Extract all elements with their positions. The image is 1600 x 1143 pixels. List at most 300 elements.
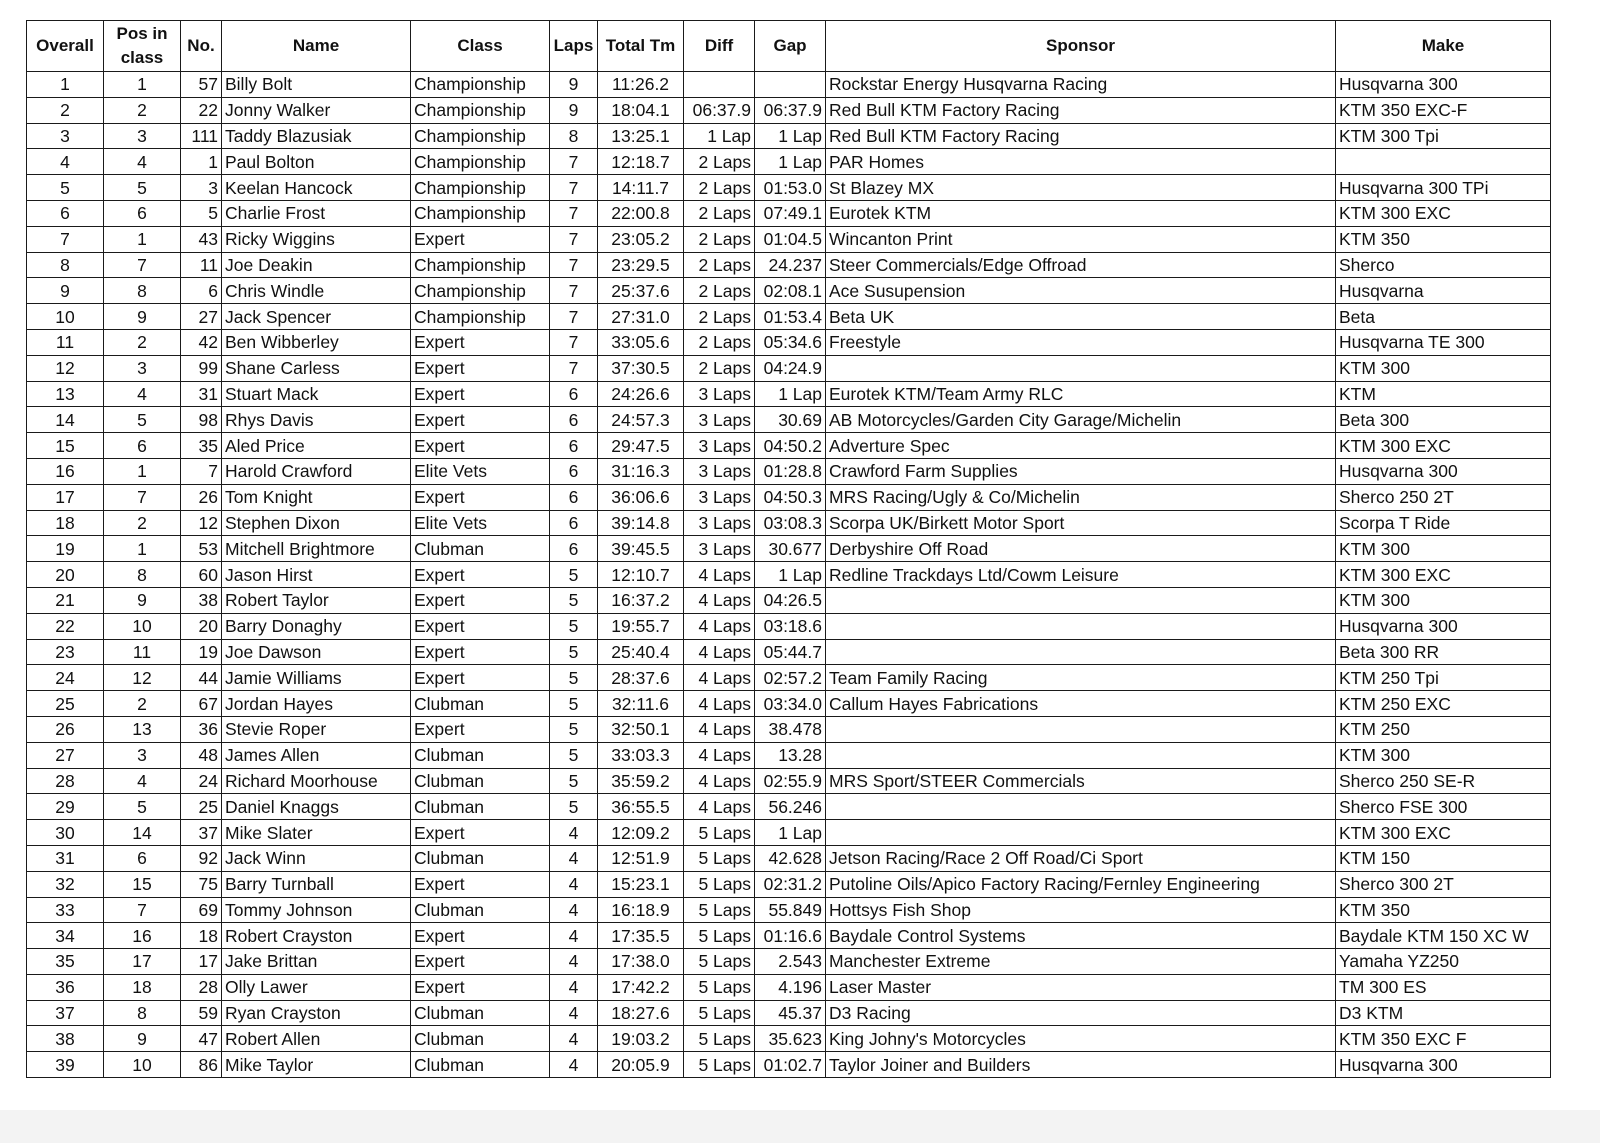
cell-rider-number: 57 <box>181 72 222 98</box>
cell-diff: 5 Laps <box>684 1000 755 1026</box>
cell-diff: 4 Laps <box>684 768 755 794</box>
cell-sponsor: Ace Susupension <box>826 278 1336 304</box>
cell-make: KTM 350 <box>1336 897 1551 923</box>
cell-make: KTM 300 <box>1336 742 1551 768</box>
table-row <box>27 768 1551 794</box>
col-header-name: Name <box>222 21 411 72</box>
table-row <box>27 1026 1551 1052</box>
cell-total-time: 37:30.5 <box>598 355 684 381</box>
cell-gap: 02:57.2 <box>755 665 826 691</box>
cell-gap: 03:34.0 <box>755 691 826 717</box>
table-row <box>27 691 1551 717</box>
table-row <box>27 278 1551 304</box>
cell-diff: 2 Laps <box>684 226 755 252</box>
cell-make: Beta 300 RR <box>1336 639 1551 665</box>
cell-gap: 38.478 <box>755 716 826 742</box>
table-header <box>27 21 1551 72</box>
cell-pos-in-class: 16 <box>104 923 181 949</box>
cell-diff: 4 Laps <box>684 562 755 588</box>
cell-class: Clubman <box>411 845 550 871</box>
cell-laps: 6 <box>550 381 598 407</box>
table-row <box>27 149 1551 175</box>
table-row <box>27 355 1551 381</box>
cell-total-time: 18:04.1 <box>598 97 684 123</box>
cell-rider-name: Paul Bolton <box>222 149 411 175</box>
cell-rider-name: Jack Spencer <box>222 304 411 330</box>
cell-make: KTM 300 EXC <box>1336 200 1551 226</box>
cell-gap: 55.849 <box>755 897 826 923</box>
cell-pos-in-class: 13 <box>104 716 181 742</box>
cell-pos-in-class: 15 <box>104 871 181 897</box>
cell-overall: 30 <box>27 820 104 846</box>
cell-diff: 2 Laps <box>684 149 755 175</box>
cell-rider-number: 47 <box>181 1026 222 1052</box>
cell-sponsor: MRS Sport/STEER Commercials <box>826 768 1336 794</box>
cell-rider-name: Ricky Wiggins <box>222 226 411 252</box>
cell-sponsor: Eurotek KTM <box>826 200 1336 226</box>
cell-pos-in-class: 5 <box>104 794 181 820</box>
cell-gap: 4.196 <box>755 974 826 1000</box>
cell-laps: 5 <box>550 794 598 820</box>
cell-rider-number: 26 <box>181 484 222 510</box>
cell-make: Sherco 250 SE-R <box>1336 768 1551 794</box>
cell-total-time: 23:05.2 <box>598 226 684 252</box>
cell-make: Yamaha YZ250 <box>1336 949 1551 975</box>
cell-sponsor <box>826 820 1336 846</box>
cell-rider-number: 11 <box>181 252 222 278</box>
cell-class: Clubman <box>411 1052 550 1078</box>
cell-overall: 1 <box>27 72 104 98</box>
cell-rider-number: 92 <box>181 845 222 871</box>
cell-gap: 01:28.8 <box>755 458 826 484</box>
cell-sponsor <box>826 355 1336 381</box>
cell-pos-in-class: 17 <box>104 949 181 975</box>
cell-class: Expert <box>411 484 550 510</box>
header-row <box>27 21 1551 72</box>
cell-rider-number: 98 <box>181 407 222 433</box>
cell-class: Expert <box>411 329 550 355</box>
cell-diff: 3 Laps <box>684 381 755 407</box>
cell-make: KTM 300 EXC <box>1336 562 1551 588</box>
cell-gap: 56.246 <box>755 794 826 820</box>
cell-overall: 29 <box>27 794 104 820</box>
cell-total-time: 11:26.2 <box>598 72 684 98</box>
cell-sponsor <box>826 613 1336 639</box>
cell-sponsor: Taylor Joiner and Builders <box>826 1052 1336 1078</box>
cell-rider-name: Jason Hirst <box>222 562 411 588</box>
cell-sponsor: Baydale Control Systems <box>826 923 1336 949</box>
cell-pos-in-class: 4 <box>104 768 181 794</box>
table-row <box>27 1000 1551 1026</box>
cell-rider-name: Richard Moorhouse <box>222 768 411 794</box>
cell-pos-in-class: 7 <box>104 897 181 923</box>
table-row <box>27 665 1551 691</box>
cell-overall: 26 <box>27 716 104 742</box>
cell-laps: 7 <box>550 149 598 175</box>
cell-pos-in-class: 2 <box>104 510 181 536</box>
cell-rider-number: 25 <box>181 794 222 820</box>
cell-laps: 6 <box>550 536 598 562</box>
cell-make: Sherco <box>1336 252 1551 278</box>
cell-gap: 01:02.7 <box>755 1052 826 1078</box>
cell-diff: 5 Laps <box>684 949 755 975</box>
cell-rider-name: Jonny Walker <box>222 97 411 123</box>
cell-make: Sherco 300 2T <box>1336 871 1551 897</box>
cell-overall: 24 <box>27 665 104 691</box>
col-header-class: Class <box>411 21 550 72</box>
cell-class: Championship <box>411 200 550 226</box>
cell-class: Championship <box>411 72 550 98</box>
cell-diff: 3 Laps <box>684 484 755 510</box>
cell-laps: 4 <box>550 897 598 923</box>
cell-pos-in-class: 2 <box>104 329 181 355</box>
table-row <box>27 536 1551 562</box>
col-header-total-tm: Total Tm <box>598 21 684 72</box>
cell-sponsor: Freestyle <box>826 329 1336 355</box>
cell-total-time: 36:55.5 <box>598 794 684 820</box>
cell-sponsor <box>826 587 1336 613</box>
cell-laps: 5 <box>550 639 598 665</box>
cell-class: Expert <box>411 923 550 949</box>
cell-rider-name: Billy Bolt <box>222 72 411 98</box>
col-header-diff: Diff <box>684 21 755 72</box>
cell-overall: 38 <box>27 1026 104 1052</box>
table-row <box>27 252 1551 278</box>
cell-rider-number: 7 <box>181 458 222 484</box>
cell-pos-in-class: 5 <box>104 407 181 433</box>
cell-sponsor: Red Bull KTM Factory Racing <box>826 123 1336 149</box>
cell-class: Championship <box>411 97 550 123</box>
table-row <box>27 304 1551 330</box>
cell-diff: 2 Laps <box>684 175 755 201</box>
cell-laps: 5 <box>550 562 598 588</box>
cell-overall: 2 <box>27 97 104 123</box>
cell-diff: 3 Laps <box>684 407 755 433</box>
cell-rider-name: Robert Taylor <box>222 587 411 613</box>
table-row <box>27 407 1551 433</box>
cell-total-time: 24:57.3 <box>598 407 684 433</box>
table-row <box>27 97 1551 123</box>
cell-diff: 4 Laps <box>684 587 755 613</box>
cell-make: KTM 350 EXC F <box>1336 1026 1551 1052</box>
cell-overall: 4 <box>27 149 104 175</box>
cell-diff: 3 Laps <box>684 433 755 459</box>
cell-overall: 32 <box>27 871 104 897</box>
col-header-overall: Overall <box>27 21 104 72</box>
results-table <box>26 20 1551 1078</box>
cell-pos-in-class: 5 <box>104 175 181 201</box>
cell-total-time: 17:35.5 <box>598 923 684 949</box>
cell-gap: 01:16.6 <box>755 923 826 949</box>
cell-pos-in-class: 10 <box>104 613 181 639</box>
cell-pos-in-class: 3 <box>104 123 181 149</box>
cell-laps: 6 <box>550 458 598 484</box>
cell-class: Championship <box>411 149 550 175</box>
cell-rider-name: Ben Wibberley <box>222 329 411 355</box>
cell-gap: 02:08.1 <box>755 278 826 304</box>
cell-diff: 5 Laps <box>684 923 755 949</box>
cell-laps: 5 <box>550 716 598 742</box>
cell-rider-name: Rhys Davis <box>222 407 411 433</box>
col-header-make: Make <box>1336 21 1551 72</box>
cell-class: Expert <box>411 665 550 691</box>
cell-pos-in-class: 6 <box>104 200 181 226</box>
cell-rider-name: Olly Lawer <box>222 974 411 1000</box>
cell-class: Clubman <box>411 1000 550 1026</box>
cell-class: Championship <box>411 304 550 330</box>
cell-total-time: 16:37.2 <box>598 587 684 613</box>
cell-overall: 13 <box>27 381 104 407</box>
cell-pos-in-class: 10 <box>104 1052 181 1078</box>
cell-pos-in-class: 6 <box>104 433 181 459</box>
cell-diff: 2 Laps <box>684 355 755 381</box>
cell-rider-number: 48 <box>181 742 222 768</box>
table-row <box>27 562 1551 588</box>
cell-total-time: 32:50.1 <box>598 716 684 742</box>
col-header-no: No. <box>181 21 222 72</box>
cell-class: Championship <box>411 175 550 201</box>
cell-rider-number: 75 <box>181 871 222 897</box>
cell-overall: 31 <box>27 845 104 871</box>
cell-overall: 15 <box>27 433 104 459</box>
cell-sponsor: MRS Racing/Ugly & Co/Michelin <box>826 484 1336 510</box>
cell-laps: 4 <box>550 949 598 975</box>
cell-diff: 2 Laps <box>684 278 755 304</box>
cell-total-time: 39:45.5 <box>598 536 684 562</box>
cell-diff: 5 Laps <box>684 871 755 897</box>
cell-laps: 5 <box>550 768 598 794</box>
cell-total-time: 25:40.4 <box>598 639 684 665</box>
cell-rider-number: 31 <box>181 381 222 407</box>
cell-diff: 2 Laps <box>684 200 755 226</box>
cell-overall: 33 <box>27 897 104 923</box>
cell-pos-in-class: 9 <box>104 1026 181 1052</box>
table-row <box>27 458 1551 484</box>
cell-overall: 39 <box>27 1052 104 1078</box>
cell-total-time: 28:37.6 <box>598 665 684 691</box>
cell-rider-name: Taddy Blazusiak <box>222 123 411 149</box>
cell-laps: 7 <box>550 175 598 201</box>
cell-total-time: 25:37.6 <box>598 278 684 304</box>
cell-overall: 21 <box>27 587 104 613</box>
col-header-gap: Gap <box>755 21 826 72</box>
cell-laps: 6 <box>550 433 598 459</box>
cell-gap: 13.28 <box>755 742 826 768</box>
cell-pos-in-class: 1 <box>104 536 181 562</box>
cell-rider-number: 69 <box>181 897 222 923</box>
cell-sponsor: Redline Trackdays Ltd/Cowm Leisure <box>826 562 1336 588</box>
cell-make: KTM 350 <box>1336 226 1551 252</box>
cell-gap: 01:53.0 <box>755 175 826 201</box>
cell-pos-in-class: 7 <box>104 484 181 510</box>
cell-overall: 6 <box>27 200 104 226</box>
cell-class: Championship <box>411 252 550 278</box>
cell-diff: 06:37.9 <box>684 97 755 123</box>
cell-class: Expert <box>411 716 550 742</box>
cell-gap: 2.543 <box>755 949 826 975</box>
table-row <box>27 639 1551 665</box>
cell-rider-name: Robert Allen <box>222 1026 411 1052</box>
cell-sponsor: Team Family Racing <box>826 665 1336 691</box>
cell-total-time: 12:09.2 <box>598 820 684 846</box>
cell-gap: 1 Lap <box>755 562 826 588</box>
cell-class: Clubman <box>411 794 550 820</box>
cell-class: Clubman <box>411 691 550 717</box>
cell-make: KTM 250 EXC <box>1336 691 1551 717</box>
cell-rider-name: Jordan Hayes <box>222 691 411 717</box>
cell-rider-name: Stuart Mack <box>222 381 411 407</box>
cell-rider-name: Tom Knight <box>222 484 411 510</box>
cell-diff: 3 Laps <box>684 510 755 536</box>
cell-class: Expert <box>411 355 550 381</box>
cell-make: KTM 250 <box>1336 716 1551 742</box>
table-row <box>27 175 1551 201</box>
cell-class: Expert <box>411 407 550 433</box>
cell-laps: 6 <box>550 510 598 536</box>
cell-make: KTM 300 <box>1336 587 1551 613</box>
cell-laps: 4 <box>550 1052 598 1078</box>
cell-overall: 7 <box>27 226 104 252</box>
cell-total-time: 27:31.0 <box>598 304 684 330</box>
table-row <box>27 820 1551 846</box>
cell-make: Husqvarna 300 <box>1336 72 1551 98</box>
cell-rider-number: 5 <box>181 200 222 226</box>
table-row <box>27 226 1551 252</box>
cell-total-time: 23:29.5 <box>598 252 684 278</box>
cell-make: Beta <box>1336 304 1551 330</box>
cell-overall: 36 <box>27 974 104 1000</box>
cell-overall: 20 <box>27 562 104 588</box>
cell-sponsor <box>826 639 1336 665</box>
cell-pos-in-class: 4 <box>104 149 181 175</box>
cell-rider-number: 22 <box>181 97 222 123</box>
table-row <box>27 484 1551 510</box>
cell-sponsor: Adverture Spec <box>826 433 1336 459</box>
cell-rider-name: Aled Price <box>222 433 411 459</box>
cell-pos-in-class: 8 <box>104 1000 181 1026</box>
cell-gap: 02:55.9 <box>755 768 826 794</box>
cell-total-time: 12:51.9 <box>598 845 684 871</box>
cell-overall: 22 <box>27 613 104 639</box>
cell-total-time: 19:03.2 <box>598 1026 684 1052</box>
cell-pos-in-class: 3 <box>104 742 181 768</box>
cell-gap: 1 Lap <box>755 820 826 846</box>
cell-pos-in-class: 14 <box>104 820 181 846</box>
cell-diff: 5 Laps <box>684 897 755 923</box>
cell-overall: 12 <box>27 355 104 381</box>
cell-diff: 2 Laps <box>684 252 755 278</box>
cell-gap: 01:04.5 <box>755 226 826 252</box>
cell-diff: 4 Laps <box>684 639 755 665</box>
cell-pos-in-class: 3 <box>104 355 181 381</box>
cell-rider-name: Keelan Hancock <box>222 175 411 201</box>
cell-class: Clubman <box>411 768 550 794</box>
cell-sponsor: Laser Master <box>826 974 1336 1000</box>
cell-total-time: 33:03.3 <box>598 742 684 768</box>
cell-total-time: 31:16.3 <box>598 458 684 484</box>
cell-diff: 2 Laps <box>684 329 755 355</box>
cell-gap: 02:31.2 <box>755 871 826 897</box>
cell-diff: 4 Laps <box>684 716 755 742</box>
cell-diff: 4 Laps <box>684 691 755 717</box>
cell-overall: 16 <box>27 458 104 484</box>
cell-make: Husqvarna 300 <box>1336 1052 1551 1078</box>
cell-diff: 5 Laps <box>684 1026 755 1052</box>
cell-sponsor: Beta UK <box>826 304 1336 330</box>
cell-sponsor: Putoline Oils/Apico Factory Racing/Fernley Engineering <box>826 871 1336 897</box>
cell-make: Husqvarna 300 <box>1336 613 1551 639</box>
cell-total-time: 12:18.7 <box>598 149 684 175</box>
cell-gap: 1 Lap <box>755 123 826 149</box>
cell-total-time: 22:00.8 <box>598 200 684 226</box>
cell-rider-name: Joe Dawson <box>222 639 411 665</box>
cell-class: Expert <box>411 639 550 665</box>
cell-gap: 03:18.6 <box>755 613 826 639</box>
cell-diff <box>684 72 755 98</box>
cell-rider-name: Tommy Johnson <box>222 897 411 923</box>
cell-class: Expert <box>411 562 550 588</box>
cell-make: KTM 300 Tpi <box>1336 123 1551 149</box>
cell-gap: 24.237 <box>755 252 826 278</box>
cell-overall: 19 <box>27 536 104 562</box>
cell-laps: 6 <box>550 484 598 510</box>
cell-sponsor: Steer Commercials/Edge Offroad <box>826 252 1336 278</box>
cell-rider-name: Jack Winn <box>222 845 411 871</box>
table-row <box>27 974 1551 1000</box>
table-body <box>27 72 1551 1078</box>
cell-overall: 8 <box>27 252 104 278</box>
cell-rider-name: Barry Turnball <box>222 871 411 897</box>
cell-make: D3 KTM <box>1336 1000 1551 1026</box>
cell-overall: 25 <box>27 691 104 717</box>
cell-total-time: 12:10.7 <box>598 562 684 588</box>
cell-laps: 7 <box>550 226 598 252</box>
cell-class: Expert <box>411 871 550 897</box>
cell-make: KTM 300 <box>1336 536 1551 562</box>
table-row <box>27 871 1551 897</box>
cell-rider-name: Jake Brittan <box>222 949 411 975</box>
cell-diff: 1 Lap <box>684 123 755 149</box>
table-row <box>27 794 1551 820</box>
cell-laps: 7 <box>550 355 598 381</box>
cell-pos-in-class: 1 <box>104 226 181 252</box>
cell-gap: 03:08.3 <box>755 510 826 536</box>
cell-total-time: 24:26.6 <box>598 381 684 407</box>
cell-rider-name: Chris Windle <box>222 278 411 304</box>
cell-laps: 7 <box>550 304 598 330</box>
cell-class: Championship <box>411 278 550 304</box>
table-row <box>27 716 1551 742</box>
cell-rider-name: Shane Carless <box>222 355 411 381</box>
cell-class: Elite Vets <box>411 510 550 536</box>
cell-make: KTM 150 <box>1336 845 1551 871</box>
cell-diff: 5 Laps <box>684 974 755 1000</box>
cell-pos-in-class: 11 <box>104 639 181 665</box>
cell-rider-name: Robert Crayston <box>222 923 411 949</box>
cell-class: Expert <box>411 587 550 613</box>
cell-rider-name: Stephen Dixon <box>222 510 411 536</box>
cell-make: Husqvarna 300 TPi <box>1336 175 1551 201</box>
cell-class: Expert <box>411 433 550 459</box>
col-header-sponsor: Sponsor <box>826 21 1336 72</box>
cell-rider-number: 1 <box>181 149 222 175</box>
cell-sponsor <box>826 716 1336 742</box>
table-row <box>27 949 1551 975</box>
cell-rider-number: 17 <box>181 949 222 975</box>
table-row <box>27 123 1551 149</box>
cell-total-time: 20:05.9 <box>598 1052 684 1078</box>
cell-rider-number: 37 <box>181 820 222 846</box>
